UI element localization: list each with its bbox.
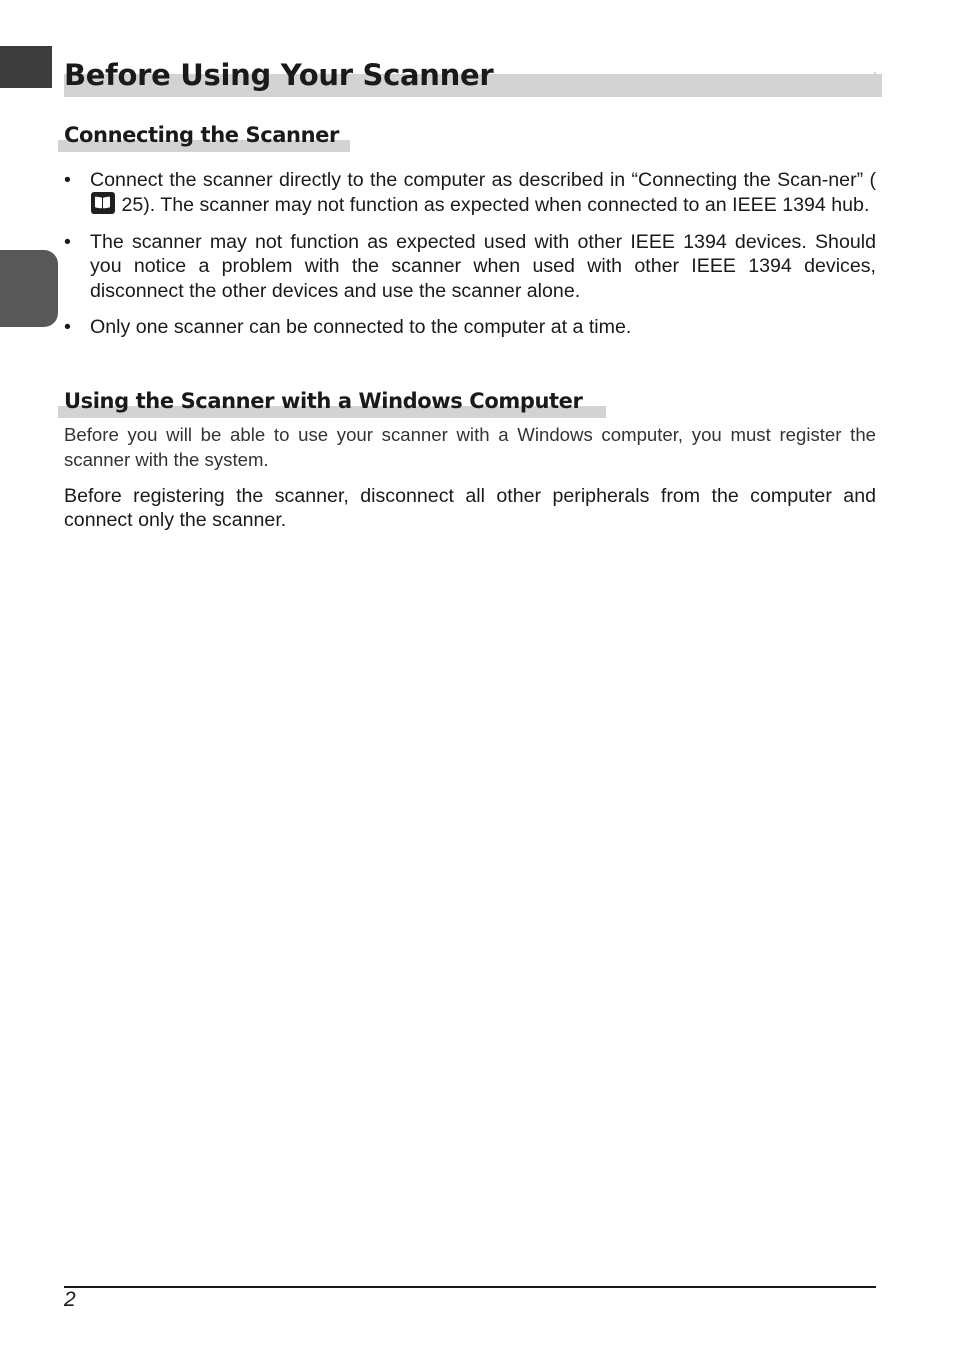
section-heading-connecting: Connecting the Scanner: [64, 123, 339, 147]
footer-rule: [64, 1286, 876, 1288]
bullet-glyph: •: [64, 169, 71, 191]
book-reference-icon: [91, 192, 115, 214]
list-item: [64, 315, 876, 339]
list-item: [64, 230, 876, 303]
list-item: [64, 168, 876, 218]
page-title: Before Using Your Scanner: [64, 58, 494, 92]
bullet-text-part: Connect the scanner directly to the computer as described in “Connecting the Scan-ner” (: [90, 169, 876, 191]
instruction-paragraph: Before registering the scanner, disconnect all other peripherals from the computer and connect only the scanner.: [64, 485, 876, 532]
section-heading-windows: Using the Scanner with a Windows Computer: [64, 389, 583, 413]
bullet-text-part: 25). The scanner may not function as expected when connected to an IEEE 1394 hub.: [116, 194, 870, 217]
bullet-text: Only one scanner can be connected to the computer at a time.: [90, 316, 632, 339]
bullet-list: [64, 168, 876, 351]
intro-paragraph: Before you will be able to use your scanner with a Windows computer, you must register the scanner with the system.: [64, 424, 876, 470]
bullet-glyph: •: [64, 316, 71, 339]
bullet-glyph: •: [64, 230, 71, 253]
chapter-side-tab: [0, 250, 58, 327]
page-number: 2: [64, 1288, 76, 1311]
corner-marker-block: [0, 46, 52, 88]
bullet-text: The scanner may not function as expected used with other IEEE 1394 devices. Should you notice a problem with the scanner when used with other IEEE 1394 devices, disconnect the other devices and use the scanner alone.: [90, 230, 876, 302]
